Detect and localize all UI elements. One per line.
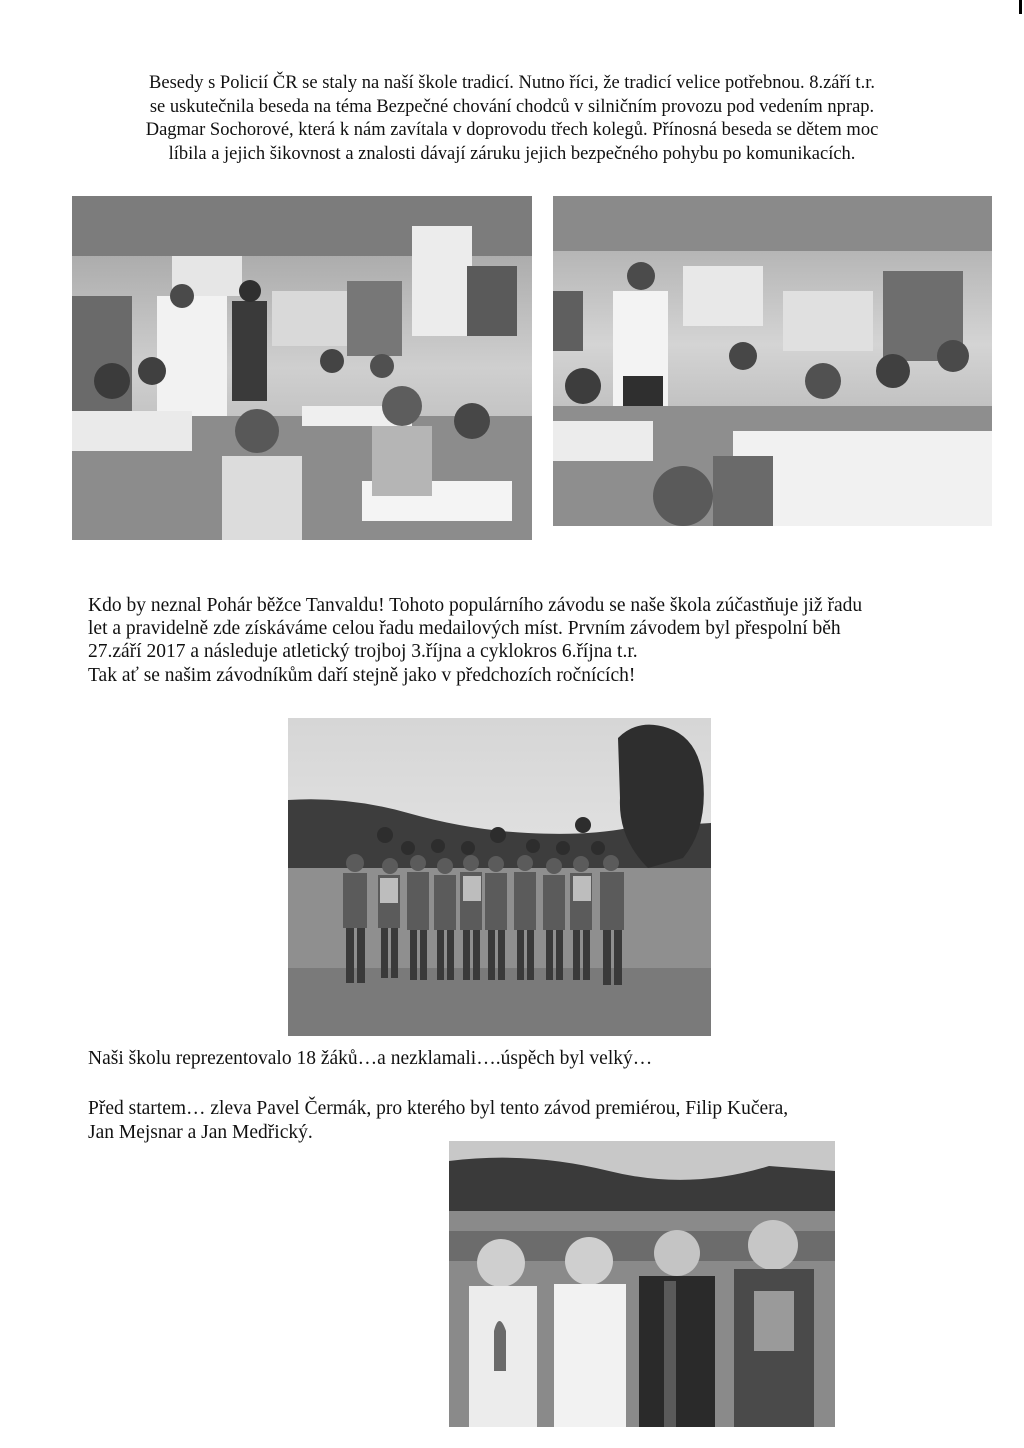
team-group-photo [288, 718, 711, 1036]
paragraph-line: se uskutečnila beseda na téma Bezpečné chování chodců v silničním provozu pod vedením nprap. [149, 96, 875, 117]
paragraph-line: Kdo by neznal Pohár běžce Tanvaldu! Tohoto populárního závodu se naše škola zúčastňuje již řadu [88, 595, 863, 616]
race-paragraph [88, 594, 968, 687]
runners-photo [449, 1141, 835, 1427]
paragraph-line: líbila a jejich šikovnost a znalosti dávají záruku jejich bezpečného pohybu po komunikacích. [168, 143, 856, 164]
caption-line: Jan Mejsnar a Jan Medřický. [88, 1122, 313, 1143]
paragraph-line: Tak ať se našim závodníkům daří stejně jako v předchozích ročnících! [88, 664, 636, 686]
paragraph-line: Besedy s Policií ČR se staly na naší škole tradicí. Nutno říci, že tradicí velice potřebnou. 8.září t.r. [149, 73, 875, 93]
classroom-photo-left [72, 196, 532, 540]
scan-edge-mark [1019, 0, 1022, 14]
caption-line: Před startem… zleva Pavel Čermák, pro kterého byl tento závod premiérou, Filip Kučera, [88, 1098, 789, 1119]
team-caption: Naši školu reprezentovalo 18 žáků…a nezklamali….úspěch byl velký… [88, 1048, 653, 1069]
classroom-photo-right [553, 196, 992, 526]
start-caption [88, 1097, 968, 1145]
police-visit-paragraph [60, 72, 964, 166]
paragraph-line: 27.září 2017 a následuje atletický trojboj 3.října a cyklokros 6.října t.r. [88, 641, 638, 663]
paragraph-line: let a pravidelně zde získáváme celou řadu medailových míst. Prvním závodem byl přespolní běh [88, 618, 841, 640]
paragraph-line: Dagmar Sochorové, která k nám zavítala v doprovodu třech kolegů. Přínosná beseda se dětem moc [145, 120, 879, 140]
